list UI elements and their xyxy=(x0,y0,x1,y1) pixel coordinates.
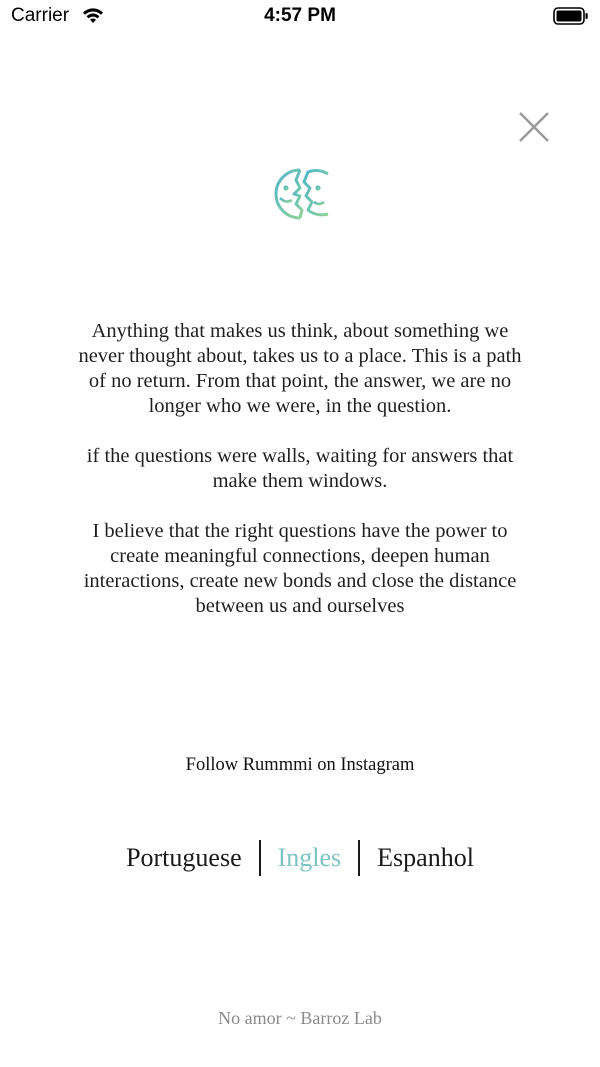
paragraph-2: if the questions were walls, waiting for answers that make them windows. xyxy=(86,445,514,492)
close-icon xyxy=(514,107,554,147)
carrier-label: Carrier xyxy=(11,5,70,26)
status-bar xyxy=(0,0,600,34)
language-ingles[interactable]: Ingles xyxy=(277,843,342,872)
close-button[interactable] xyxy=(514,107,554,147)
language-selector xyxy=(0,838,600,878)
language-portuguese[interactable]: Portuguese xyxy=(126,843,242,872)
battery-icon xyxy=(553,6,589,26)
status-time: 4:57 PM xyxy=(264,5,336,26)
two-faces-logo-icon xyxy=(270,164,332,224)
instagram-link[interactable]: Follow Rummmi on Instagram xyxy=(185,755,415,775)
footer-credit: No amor ~ Barroz Lab xyxy=(218,1008,382,1028)
paragraph-3: I believe that the right questions have the power to create meaningful connections, deepen human interactions, create new bonds and close the distance between us and ourselves xyxy=(83,520,517,617)
language-espanhol[interactable]: Espanhol xyxy=(377,843,474,872)
description-text xyxy=(70,319,530,644)
paragraph-1: Anything that makes us think, about something we never thought about, takes us to a place. This is a path of no return. From that point, the answer, we are no longer who we were, in the question. xyxy=(78,320,522,417)
